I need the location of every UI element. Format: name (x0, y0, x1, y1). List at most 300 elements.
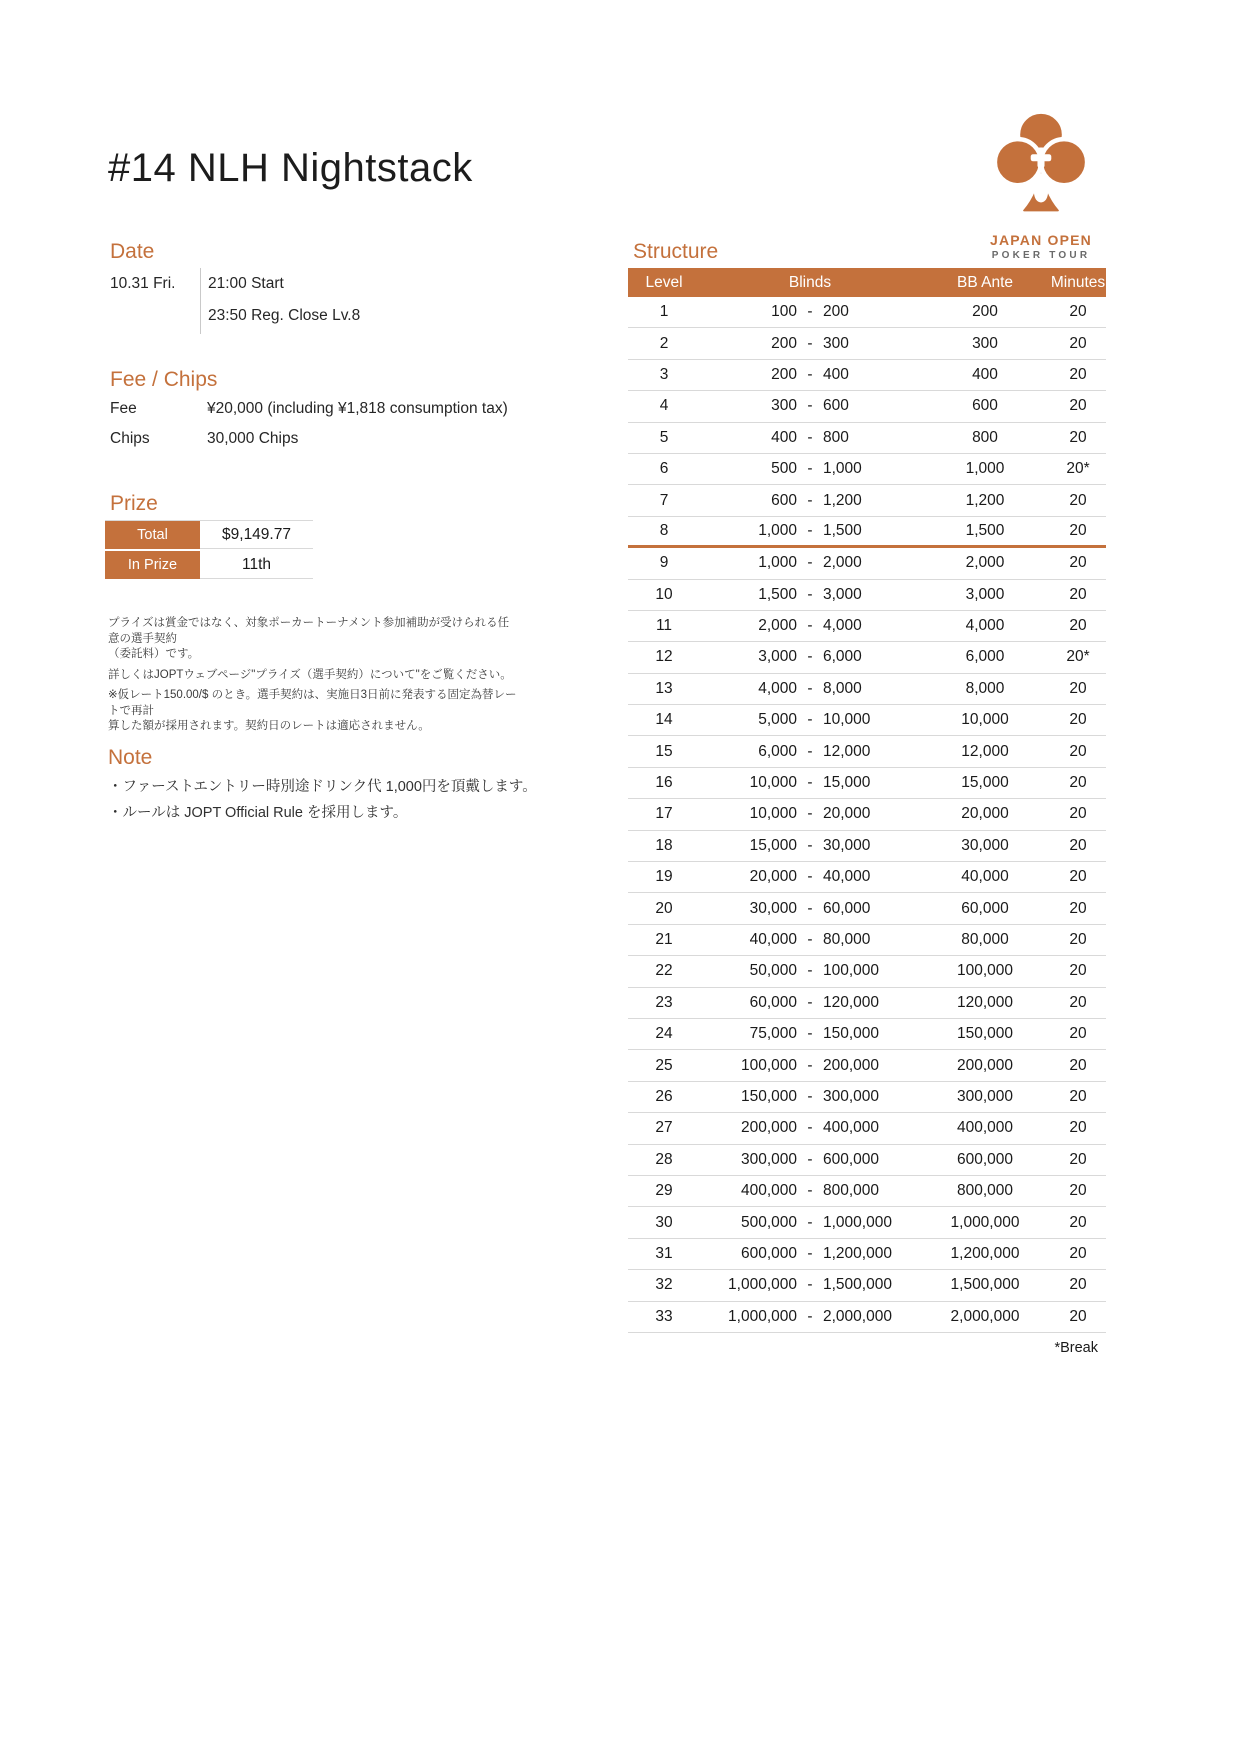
small-blind: 500 (771, 460, 797, 478)
blinds-cell (700, 994, 920, 1012)
minutes-cell: 20* (1066, 460, 1090, 478)
big-blind: 20,000 (823, 805, 871, 823)
structure-row (628, 1176, 1106, 1207)
blinds-dash: - (807, 774, 813, 792)
chips-value: 30,000 Chips (207, 430, 299, 447)
big-blind: 15,000 (823, 774, 871, 792)
structure-table (628, 268, 1106, 1333)
logo-text-poker-tour: POKER TOUR (991, 250, 1091, 261)
big-blind: 600,000 (823, 1150, 880, 1168)
level-cell: 12 (655, 648, 673, 666)
structure-row (628, 517, 1106, 548)
blinds-dash: - (807, 1213, 813, 1231)
bb-ante-cell: 60,000 (961, 899, 1009, 917)
blinds-cell (700, 931, 920, 949)
big-blind: 400,000 (823, 1119, 880, 1137)
small-blind: 100,000 (740, 1056, 797, 1074)
prize-in-prize-value: 11th (200, 551, 313, 579)
blinds-cell (700, 1214, 920, 1232)
bb-ante-cell: 6,000 (965, 648, 1005, 666)
structure-row (628, 1270, 1106, 1301)
blinds-cell (700, 648, 920, 666)
disclaimer-paragraph (108, 688, 518, 735)
big-blind: 600 (823, 397, 849, 415)
small-blind: 1,000,000 (728, 1276, 797, 1294)
level-cell: 10 (655, 585, 673, 603)
minutes-cell: 20 (1069, 303, 1087, 321)
big-blind: 30,000 (823, 836, 871, 854)
header-level: Level (645, 273, 683, 291)
minutes-cell: 20 (1069, 334, 1087, 352)
blinds-cell (700, 522, 920, 540)
big-blind: 800 (823, 428, 849, 446)
big-blind: 800,000 (823, 1182, 880, 1200)
blinds-cell (700, 743, 920, 761)
header-blinds: Blinds (788, 273, 832, 291)
bb-ante-cell: 300,000 (956, 1087, 1014, 1105)
blinds-cell (700, 366, 920, 384)
blinds-dash: - (807, 836, 813, 854)
disclaimer-line: プライズは賞金ではなく、対象ポーカートーナメント参加補助が受けられる任意の選手契約 (108, 617, 510, 645)
disclaimer-line: （委託料）です。 (108, 648, 200, 660)
structure-row (628, 360, 1106, 391)
small-blind: 1,000 (758, 521, 797, 539)
structure-row (628, 423, 1106, 454)
bb-ante-cell: 12,000 (961, 742, 1009, 760)
blinds-cell (700, 1245, 920, 1263)
bb-ante-cell: 20,000 (961, 805, 1009, 823)
small-blind: 4,000 (758, 679, 797, 697)
small-blind: 100 (771, 303, 797, 321)
level-cell: 9 (659, 554, 669, 572)
minutes-cell: 20 (1069, 774, 1087, 792)
blinds-cell (700, 460, 920, 478)
date-time-reg-close: 23:50 Reg. Close Lv.8 (208, 307, 361, 324)
blinds-dash: - (807, 585, 813, 603)
header-minutes: Minutes (1050, 273, 1106, 291)
minutes-cell: 20 (1069, 365, 1087, 383)
level-cell: 28 (655, 1150, 673, 1168)
level-cell: 5 (659, 428, 669, 446)
blinds-dash: - (807, 931, 813, 948)
blinds-dash: - (807, 1056, 813, 1074)
bb-ante-cell: 400 (972, 365, 998, 383)
blinds-cell (700, 303, 920, 321)
structure-row (628, 1050, 1106, 1081)
minutes-cell: 20 (1069, 617, 1087, 635)
minutes-cell: 20 (1069, 397, 1087, 415)
bb-ante-cell: 15,000 (961, 774, 1009, 792)
big-blind: 120,000 (823, 993, 880, 1011)
prize-total-value: $9,149.77 (200, 521, 313, 549)
level-cell: 24 (655, 1025, 673, 1043)
small-blind: 500,000 (740, 1213, 797, 1231)
blinds-dash: - (807, 1307, 813, 1325)
break-footnote: *Break (1054, 1340, 1098, 1356)
prize-total-label: Total (105, 521, 200, 549)
structure-row (628, 1145, 1106, 1176)
blinds-dash: - (807, 805, 813, 823)
big-blind: 300 (823, 334, 849, 352)
bb-ante-cell: 40,000 (961, 868, 1009, 886)
bb-ante-cell: 800 (972, 428, 998, 446)
minutes-cell: 20 (1069, 585, 1087, 603)
level-cell: 27 (655, 1119, 673, 1137)
prize-table (105, 520, 313, 579)
minutes-cell: 20 (1069, 1150, 1087, 1168)
bb-ante-cell: 150,000 (956, 1025, 1014, 1043)
level-cell: 8 (659, 521, 669, 539)
level-cell: 18 (655, 836, 673, 854)
level-cell: 29 (655, 1182, 673, 1200)
jopt-logo (981, 108, 1101, 261)
small-blind: 2,000 (758, 617, 797, 635)
date-day: 10.31 Fri. (110, 275, 176, 292)
level-cell: 3 (659, 365, 669, 383)
blinds-dash: - (807, 428, 813, 446)
minutes-cell: 20* (1066, 648, 1090, 666)
structure-row (628, 1302, 1106, 1333)
level-cell: 14 (655, 711, 673, 729)
minutes-cell: 20 (1069, 1213, 1087, 1231)
minutes-cell: 20 (1069, 521, 1087, 539)
blinds-dash: - (807, 899, 813, 917)
big-blind: 100,000 (823, 962, 880, 980)
small-blind: 5,000 (758, 711, 797, 729)
structure-row (628, 642, 1106, 673)
small-blind: 600 (771, 491, 797, 509)
disclaimer-line: 詳しくはJOPTウェブページ"プライズ（選手契約）について"をご覧ください。 (108, 668, 512, 681)
blinds-dash: - (807, 554, 813, 572)
disclaimer-paragraph (108, 616, 518, 663)
minutes-cell: 20 (1069, 679, 1087, 697)
level-cell: 17 (655, 805, 673, 823)
blinds-cell (700, 680, 920, 698)
structure-heading: Structure (633, 240, 719, 263)
structure-row (628, 391, 1106, 422)
note-item-rule: ・ルールは JOPT Official Rule を採用します。 (108, 805, 408, 821)
big-blind: 1,500,000 (823, 1276, 892, 1294)
small-blind: 300,000 (740, 1150, 797, 1168)
level-cell: 23 (655, 993, 673, 1011)
structure-row (628, 297, 1106, 328)
page-title: #14 NLH Nightstack (108, 146, 473, 190)
structure-row (628, 799, 1106, 830)
level-cell: 16 (655, 774, 673, 792)
level-cell: 33 (655, 1307, 673, 1325)
structure-row (628, 736, 1106, 767)
blinds-dash: - (807, 1150, 813, 1168)
minutes-cell: 20 (1069, 1025, 1087, 1043)
big-blind: 40,000 (823, 868, 871, 886)
level-cell: 1 (659, 303, 669, 321)
blinds-dash: - (807, 1182, 813, 1200)
level-cell: 20 (655, 899, 673, 917)
bb-ante-cell: 600,000 (956, 1150, 1014, 1168)
fee-value: ¥20,000 (including ¥1,818 consumption tax) (207, 400, 508, 417)
club-logo-icon (992, 108, 1090, 230)
structure-row (628, 485, 1106, 516)
minutes-cell: 20 (1069, 836, 1087, 854)
level-cell: 21 (655, 931, 673, 948)
small-blind: 200 (771, 334, 797, 352)
minutes-cell: 20 (1069, 1276, 1087, 1294)
level-cell: 7 (659, 491, 669, 509)
small-blind: 30,000 (749, 899, 797, 917)
header-bb-ante: BB Ante (956, 273, 1013, 291)
blinds-cell (700, 1308, 920, 1326)
big-blind: 1,000 (823, 460, 862, 478)
blinds-dash: - (807, 868, 813, 886)
small-blind: 75,000 (749, 1025, 797, 1043)
minutes-cell: 20 (1069, 554, 1087, 572)
level-cell: 22 (655, 962, 673, 980)
minutes-cell: 20 (1069, 993, 1087, 1011)
level-cell: 25 (655, 1056, 673, 1074)
structure-row (628, 1113, 1106, 1144)
structure-row (628, 1082, 1106, 1113)
structure-row (628, 454, 1106, 485)
blinds-cell (700, 1025, 920, 1043)
big-blind: 12,000 (823, 742, 871, 760)
small-blind: 1,500 (758, 585, 797, 603)
level-cell: 26 (655, 1087, 673, 1105)
small-blind: 150,000 (740, 1087, 797, 1105)
disclaimer-line: ※仮レート150.00/$ のとき。選手契約は、実施日3日前に発表する固定為替レートで再計 (108, 689, 517, 717)
small-blind: 1,000,000 (728, 1307, 797, 1325)
small-blind: 60,000 (749, 993, 797, 1011)
structure-row (628, 1207, 1106, 1238)
blinds-dash: - (807, 1119, 813, 1137)
level-cell: 4 (659, 397, 669, 415)
big-blind: 60,000 (823, 899, 871, 917)
bb-ante-cell: 4,000 (965, 617, 1005, 635)
level-cell: 31 (655, 1244, 673, 1262)
structure-row (628, 548, 1106, 579)
small-blind: 20,000 (749, 868, 797, 886)
minutes-cell: 20 (1069, 711, 1087, 729)
big-blind: 1,000,000 (823, 1213, 892, 1231)
prize-heading: Prize (110, 492, 158, 515)
big-blind: 400 (823, 365, 849, 383)
big-blind: 6,000 (823, 648, 862, 666)
blinds-cell (700, 1151, 920, 1169)
blinds-dash: - (807, 962, 813, 980)
minutes-cell: 20 (1069, 1119, 1087, 1137)
minutes-cell: 20 (1069, 1182, 1087, 1200)
big-blind: 4,000 (823, 617, 862, 635)
blinds-dash: - (807, 742, 813, 760)
minutes-cell: 20 (1069, 962, 1087, 980)
small-blind: 3,000 (758, 648, 797, 666)
blinds-dash: - (807, 617, 813, 635)
structure-row (628, 611, 1106, 642)
blinds-cell (700, 1276, 920, 1294)
blinds-dash: - (807, 711, 813, 729)
small-blind: 50,000 (749, 962, 797, 980)
small-blind: 15,000 (749, 836, 797, 854)
level-cell: 15 (655, 742, 673, 760)
bb-ante-cell: 3,000 (965, 585, 1005, 603)
small-blind: 10,000 (749, 805, 797, 823)
minutes-cell: 20 (1069, 931, 1087, 948)
structure-table-header (628, 268, 1106, 297)
level-cell: 30 (655, 1213, 673, 1231)
blinds-cell (700, 774, 920, 792)
structure-row (628, 580, 1106, 611)
minutes-cell: 20 (1069, 491, 1087, 509)
big-blind: 150,000 (823, 1025, 880, 1043)
date-times (208, 275, 360, 325)
blinds-cell (700, 617, 920, 635)
blinds-dash: - (807, 397, 813, 415)
blinds-dash: - (807, 334, 813, 352)
logo-text-japan-open: JAPAN OPEN (990, 232, 1092, 248)
small-blind: 600,000 (740, 1244, 797, 1262)
note-heading: Note (108, 746, 153, 769)
big-blind: 2,000,000 (823, 1307, 892, 1325)
prize-in-prize-label: In Prize (105, 551, 200, 579)
blinds-cell (700, 397, 920, 415)
bb-ante-cell: 80,000 (961, 931, 1009, 948)
bb-ante-cell: 600 (972, 397, 998, 415)
blinds-dash: - (807, 993, 813, 1011)
minutes-cell: 20 (1069, 428, 1087, 446)
blinds-dash: - (807, 1244, 813, 1262)
big-blind: 1,200,000 (823, 1244, 892, 1262)
note-items (108, 774, 537, 826)
bb-ante-cell: 400,000 (956, 1119, 1014, 1137)
big-blind: 80,000 (823, 931, 871, 948)
blinds-dash: - (807, 1025, 813, 1043)
blinds-cell (700, 586, 920, 604)
structure-table-body (628, 297, 1106, 1333)
date-separator-line (200, 268, 201, 334)
date-time-start: 21:00 Start (208, 275, 284, 292)
chips-label: Chips (110, 430, 150, 447)
small-blind: 200,000 (740, 1119, 797, 1137)
small-blind: 300 (771, 397, 797, 415)
structure-row (628, 862, 1106, 893)
big-blind: 2,000 (823, 554, 862, 572)
big-blind: 1,500 (823, 521, 862, 539)
note-item-drink: ・ファーストエントリー時別途ドリンク代 1,000円を頂戴します。 (108, 779, 537, 795)
date-heading: Date (110, 240, 155, 263)
big-blind: 200,000 (823, 1056, 880, 1074)
structure-row (628, 988, 1106, 1019)
bb-ante-cell: 120,000 (956, 993, 1014, 1011)
small-blind: 1,000 (758, 554, 797, 572)
bb-ante-cell: 200 (972, 303, 998, 321)
level-cell: 19 (655, 868, 673, 886)
structure-row (628, 831, 1106, 862)
blinds-cell (700, 837, 920, 855)
structure-row (628, 1239, 1106, 1270)
prize-disclaimer (108, 616, 518, 740)
blinds-cell (700, 711, 920, 729)
structure-row (628, 1019, 1106, 1050)
bb-ante-cell: 1,500,000 (950, 1276, 1020, 1294)
blinds-cell (700, 1182, 920, 1200)
structure-row (628, 328, 1106, 359)
minutes-cell: 20 (1069, 868, 1087, 886)
bb-ante-cell: 8,000 (965, 679, 1005, 697)
structure-row (628, 674, 1106, 705)
blinds-dash: - (807, 1276, 813, 1294)
bb-ante-cell: 2,000,000 (950, 1307, 1020, 1325)
bb-ante-cell: 1,000 (965, 460, 1005, 478)
structure-row (628, 956, 1106, 987)
blinds-cell (700, 1057, 920, 1075)
minutes-cell: 20 (1069, 1244, 1087, 1262)
big-blind: 1,200 (823, 491, 862, 509)
blinds-cell (700, 429, 920, 447)
blinds-dash: - (807, 521, 813, 539)
small-blind: 400,000 (740, 1182, 797, 1200)
fee-chips-heading: Fee / Chips (110, 368, 218, 391)
blinds-cell (700, 868, 920, 886)
small-blind: 200 (771, 365, 797, 383)
bb-ante-cell: 1,200 (965, 491, 1005, 509)
big-blind: 300,000 (823, 1087, 880, 1105)
big-blind: 8,000 (823, 679, 862, 697)
structure-row (628, 705, 1106, 736)
blinds-cell (700, 805, 920, 823)
fee-label: Fee (110, 400, 137, 417)
small-blind: 40,000 (749, 931, 797, 948)
blinds-dash: - (807, 303, 813, 321)
disclaimer-paragraph (108, 668, 518, 684)
minutes-cell: 20 (1069, 805, 1087, 823)
blinds-cell (700, 962, 920, 980)
blinds-cell (700, 492, 920, 510)
minutes-cell: 20 (1069, 1056, 1087, 1074)
bb-ante-cell: 1,500 (965, 521, 1005, 539)
prize-row-in-prize (105, 551, 313, 579)
blinds-dash: - (807, 460, 813, 478)
blinds-dash: - (807, 648, 813, 666)
level-cell: 6 (659, 460, 669, 478)
small-blind: 400 (771, 428, 797, 446)
blinds-cell (700, 554, 920, 572)
blinds-dash: - (807, 491, 813, 509)
minutes-cell: 20 (1069, 1087, 1087, 1105)
structure-row (628, 768, 1106, 799)
blinds-dash: - (807, 365, 813, 383)
blinds-cell (700, 900, 920, 918)
disclaimer-line: 算した額が採用されます。契約日のレートは適応されません。 (108, 720, 430, 732)
bb-ante-cell: 200,000 (956, 1056, 1014, 1074)
level-cell: 32 (655, 1276, 673, 1294)
small-blind: 6,000 (758, 742, 797, 760)
prize-row-total (105, 521, 313, 549)
big-blind: 200 (823, 303, 849, 321)
structure-row (628, 925, 1106, 956)
bb-ante-cell: 300 (972, 334, 998, 352)
blinds-cell (700, 335, 920, 353)
bb-ante-cell: 30,000 (961, 836, 1009, 854)
bb-ante-cell: 800,000 (956, 1182, 1014, 1200)
blinds-cell (700, 1088, 920, 1106)
bb-ante-cell: 1,000,000 (950, 1213, 1020, 1231)
big-blind: 3,000 (823, 585, 862, 603)
bb-ante-cell: 2,000 (965, 554, 1005, 572)
bb-ante-cell: 10,000 (961, 711, 1009, 729)
bb-ante-cell: 1,200,000 (950, 1244, 1020, 1262)
structure-row (628, 893, 1106, 924)
blinds-cell (700, 1119, 920, 1137)
level-cell: 13 (655, 679, 673, 697)
